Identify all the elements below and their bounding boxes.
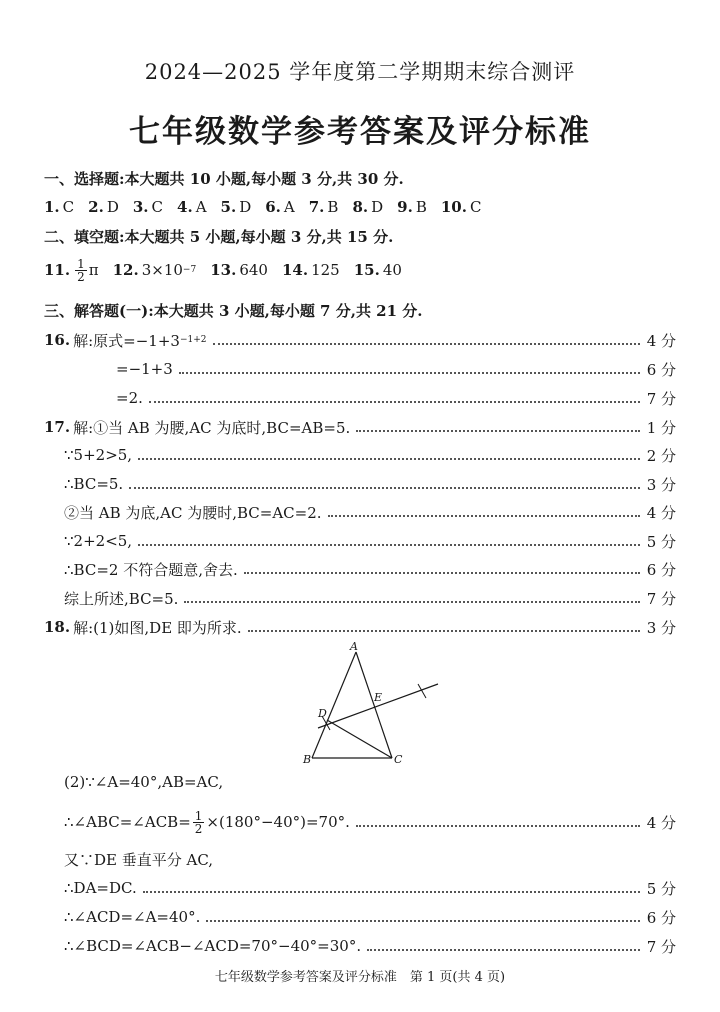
q17-number: 17. [44,418,71,436]
q17-line-3: ∴BC=5. 3 分 [64,475,676,494]
q11-answer-tail: π [88,261,99,279]
score: 7 分 [646,937,676,956]
label-b: B [303,753,312,766]
choice-answer: A [283,198,295,216]
score: 4 分 [646,503,676,522]
q18-line-3: ∴∠ABC=∠ACB= $\frac{1}{2}$ ×(180°−40°)=70°. 4 分 [64,808,676,836]
choice-answer: D [106,198,119,216]
score: 5 分 [646,879,676,898]
label-e: E [374,691,383,704]
q18-line-7: ∴∠BCD=∠ACB−∠ACD=70°−40°=30°. 7 分 [64,937,676,956]
q17-line-1: 17. 解:①当 AB 为腰,AC 为底时,BC=AB=5. 1 分 [44,418,676,437]
segment-ab [312,652,356,758]
leader-dots [213,343,640,345]
q18-fraction: $\frac{1}{2}$ [194,808,203,836]
q11-number: 11. [44,261,71,279]
choice-answer: C [151,198,164,216]
leader-dots [356,430,640,432]
q13-number: 13. [210,261,237,279]
q18-line-4: 又∵DE 垂直平分 AC, [64,850,214,869]
q16-line-3: =2. 7 分 [116,389,676,408]
choice-number: 3. [132,198,149,216]
section-choice-title: 一、选择题:本大题共 10 小题,每小题 3 分,共 30 分. [44,169,404,188]
leader-dots [179,372,640,374]
fill-answers-row [44,258,676,282]
q12-answer: 3×10 [141,261,183,279]
q17-line-5: ∵2+2<5, 5 分 [64,532,676,551]
leader-dots [138,458,640,460]
score: 4 分 [646,813,676,832]
score: 2 分 [646,446,676,465]
choice-answer: B [327,198,339,216]
choice-answer: A [195,198,207,216]
q17-line-6: ∴BC=2 不符合题意,舍去. 6 分 [64,560,676,579]
q15-number: 15. [353,261,380,279]
label-c: C [394,753,403,766]
q11-fraction: $\frac{1}{2}$ [77,256,85,284]
leader-dots [328,515,640,517]
q18-line-6: ∴∠ACD=∠A=40°. 6 分 [64,908,676,927]
choice-number: 9. [397,198,413,216]
q18-line-1: 18. 解:(1)如图,DE 即为所求. 3 分 [44,618,676,637]
leader-dots [367,949,640,951]
choice-answer: C [469,198,482,216]
leader-dots [143,891,640,893]
q16-line-1: 16. 解:原式=−1+3 −1+2 4 分 [44,331,676,350]
segment-dc [327,720,392,758]
q14-number: 14. [281,261,309,279]
q18-line-2: (2)∵∠A=40°,AB=AC, [64,773,224,791]
leader-dots [138,544,640,546]
leader-dots [149,401,640,403]
q12-exponent: −7 [182,265,197,275]
choice-answer: B [415,198,427,216]
choice-answer: D [239,198,252,216]
section-solve-title: 三、解答题(一):本大题共 3 小题,每小题 7 分,共 21 分. [44,301,423,320]
leader-dots [184,601,640,603]
choice-answers-row [44,195,676,219]
score: 6 分 [646,908,676,927]
score: 3 分 [646,475,676,494]
q17-line-4: ②当 AB 为底,AC 为腰时,BC=AC=2. 4 分 [64,503,676,522]
page-title: 七年级数学参考答案及评分标准 [129,114,591,150]
choice-number: 4. [177,198,193,216]
score: 7 分 [646,389,676,408]
section-fill-title: 二、填空题:本大题共 5 小题,每小题 3 分,共 15 分. [44,227,394,246]
q16-line-2: =−1+3 6 分 [116,360,676,379]
exam-term-title: 2024—2025 学年度第二学期期末综合测评 [144,60,576,84]
choice-number: 1. [44,198,60,216]
q14-answer: 125 [311,261,340,279]
score: 1 分 [646,418,676,437]
choice-number: 5. [220,198,237,216]
q18-number: 18. [44,618,71,636]
segment-ac [356,652,392,758]
choice-number: 2. [88,198,104,216]
choice-number: 7. [308,198,325,216]
q13-answer: 640 [239,261,268,279]
choice-number: 10. [440,198,467,216]
choice-number: 6. [265,198,281,216]
score: 6 分 [646,560,676,579]
leader-dots [206,920,640,922]
q18-line-5: ∴DA=DC. 5 分 [64,879,676,898]
q15-answer: 40 [382,261,402,279]
label-d: D [318,707,327,720]
leader-dots [129,487,640,489]
score: 6 分 [646,360,676,379]
choice-answer: C [62,198,75,216]
q16-number: 16. [44,331,71,349]
score: 5 分 [646,532,676,551]
score: 4 分 [646,331,676,350]
triangle-figure [300,640,450,770]
q17-line-7: 综上所述,BC=5. 7 分 [64,589,676,608]
q17-line-2: ∵5+2>5, 2 分 [64,446,676,465]
choice-answer: D [371,198,384,216]
leader-dots [244,572,640,574]
score: 3 分 [646,618,676,637]
label-a: A [350,640,358,653]
leader-dots [356,825,640,827]
q12-number: 12. [112,261,139,279]
choice-number: 8. [352,198,369,216]
leader-dots [248,630,640,632]
page-footer: 七年级数学参考答案及评分标准 第 1 页(共 4 页) [214,970,506,985]
score: 7 分 [646,589,676,608]
